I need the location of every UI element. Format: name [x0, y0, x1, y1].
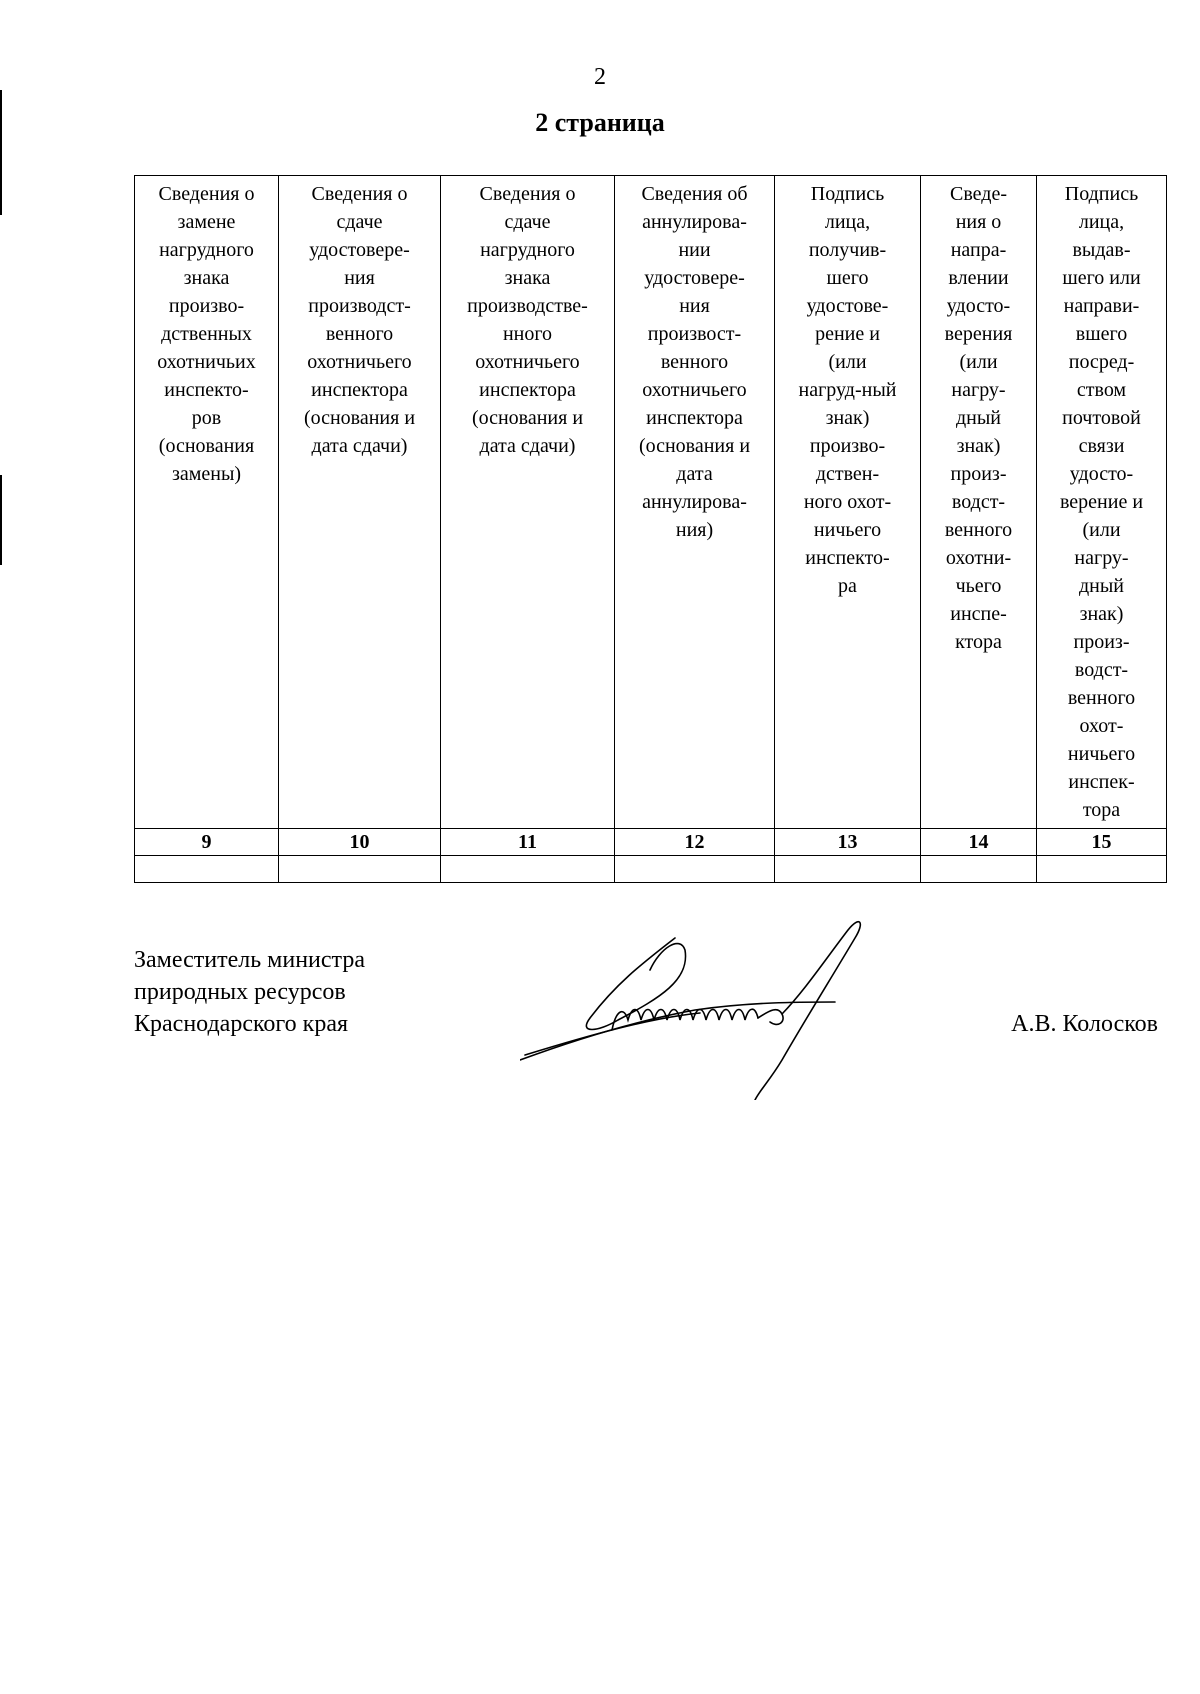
- column-header-line: связи: [1078, 435, 1125, 457]
- column-header-line: удостове-: [806, 295, 889, 317]
- column-header-line: ничьего: [813, 519, 882, 541]
- scan-edge-mark: [0, 475, 2, 565]
- column-header-line: произво-: [809, 435, 886, 457]
- empty-cell: [279, 856, 441, 883]
- empty-cell: [1037, 856, 1167, 883]
- column-header-line: производстве-: [467, 295, 588, 317]
- column-header-line: знака: [504, 267, 551, 289]
- column-header-line: знак): [1079, 603, 1124, 625]
- empty-data-row: [135, 856, 1167, 883]
- column-number: 9: [135, 829, 279, 856]
- column-header-line: охотни-: [945, 547, 1012, 569]
- column-header-line: верения: [944, 323, 1013, 345]
- column-header: [279, 176, 441, 829]
- column-header-line: произво-: [168, 295, 245, 317]
- table-header-row: [135, 176, 1167, 829]
- column-header-line: удостовере-: [309, 239, 410, 261]
- column-header-line: Сведения о: [479, 183, 576, 205]
- column-header-line: Подпись: [810, 183, 885, 205]
- column-header-line: влении: [948, 267, 1009, 289]
- empty-cell: [441, 856, 615, 883]
- column-header-line: охотничьего: [307, 351, 412, 373]
- column-header-line: (или: [1082, 519, 1121, 541]
- signatory-position-line: Заместитель министра: [134, 947, 365, 973]
- column-header-line: направи-: [1063, 295, 1140, 317]
- column-header-line: знака: [183, 267, 230, 289]
- empty-cell: [615, 856, 775, 883]
- handwritten-signature: [520, 910, 920, 1100]
- column-header-line: шего или: [1062, 267, 1141, 289]
- column-header-line: аннулирова-: [642, 211, 747, 233]
- column-header-line: ния: [344, 267, 375, 289]
- empty-cell: [921, 856, 1037, 883]
- column-header-line: произ-: [950, 463, 1007, 485]
- empty-cell: [775, 856, 921, 883]
- column-header-line: получив-: [808, 239, 887, 261]
- column-header-line: посред-: [1068, 351, 1135, 373]
- column-header-line: (или: [828, 351, 867, 373]
- column-header-line: ством: [1076, 379, 1127, 401]
- column-header-line: инспе-: [950, 603, 1007, 625]
- column-number: 15: [1037, 829, 1167, 856]
- column-header-line: инспектора: [311, 379, 408, 401]
- column-header-line: ния о: [955, 211, 1002, 233]
- column-header-line: нагрудного: [480, 239, 575, 261]
- column-header-line: чьего: [955, 575, 1002, 597]
- column-header-line: (основания: [158, 435, 255, 457]
- column-header-line: произвост-: [647, 323, 742, 345]
- column-header: [921, 176, 1037, 829]
- column-header-line: инспектора: [479, 379, 576, 401]
- column-header-line: дственных: [161, 323, 252, 345]
- column-header-line: нагру-: [951, 379, 1006, 401]
- column-header-line: дата сдачи): [479, 435, 576, 457]
- page-title: 2 страница: [535, 108, 665, 137]
- column-header-line: напра-: [950, 239, 1007, 261]
- column-header: [441, 176, 615, 829]
- column-header-line: почтовой: [1062, 407, 1141, 429]
- column-header-line: охот-: [1079, 715, 1124, 737]
- column-header-line: лица,: [1078, 211, 1125, 233]
- column-header-line: ния: [679, 295, 710, 317]
- column-header-line: дата сдачи): [311, 435, 408, 457]
- column-header-line: дный: [1078, 575, 1125, 597]
- column-header-line: верение и: [1059, 491, 1144, 513]
- column-header-line: водст-: [1074, 659, 1129, 681]
- signatory-position-line: природных ресурсов: [134, 979, 346, 1005]
- column-header: [775, 176, 921, 829]
- column-header-line: венного: [1067, 687, 1136, 709]
- column-header-line: охотничьего: [642, 379, 747, 401]
- column-header-line: Сведе-: [950, 183, 1007, 205]
- column-header-line: выдав-: [1072, 239, 1131, 261]
- column-header-line: Сведения об: [641, 183, 748, 205]
- column-header-line: сдаче: [504, 211, 551, 233]
- column-header-line: нии: [678, 239, 711, 261]
- column-header-line: рение и: [815, 323, 880, 345]
- column-header-line: сдаче: [336, 211, 383, 233]
- column-header-line: (основания и: [638, 435, 751, 457]
- column-header-line: аннулирова-: [642, 491, 747, 513]
- column-header-line: удостовере-: [644, 267, 745, 289]
- column-header-line: венного: [660, 351, 729, 373]
- column-header-line: инспектора: [646, 407, 743, 429]
- column-header-line: Сведения о: [158, 183, 255, 205]
- column-number: 14: [921, 829, 1037, 856]
- column-header-line: (или: [959, 351, 998, 373]
- column-header-line: производст-: [308, 295, 411, 317]
- column-header-line: дата: [676, 463, 713, 485]
- column-header: [1037, 176, 1167, 829]
- column-header-line: охотничьих: [157, 351, 256, 373]
- column-number-row: [135, 829, 1167, 856]
- column-header-line: тора: [1082, 799, 1121, 821]
- column-header-line: нагрудного: [159, 239, 254, 261]
- column-header-line: дный: [955, 407, 1002, 429]
- column-header-line: дствен-: [815, 463, 880, 485]
- column-header-line: ного охот-: [803, 491, 892, 513]
- column-header-line: шего: [826, 267, 869, 289]
- empty-cell: [135, 856, 279, 883]
- column-header-line: вшего: [1075, 323, 1128, 345]
- column-header-line: (основания и: [303, 407, 416, 429]
- signatory-position: [134, 944, 365, 1040]
- column-header-line: ров: [191, 407, 222, 429]
- column-header-line: венного: [325, 323, 394, 345]
- column-header-line: охотничьего: [475, 351, 580, 373]
- signatory-position-line: Краснодарского края: [134, 1011, 349, 1037]
- page-number: 2: [594, 64, 606, 90]
- column-header-line: инспекто-: [164, 379, 249, 401]
- column-header-line: ничьего: [1067, 743, 1136, 765]
- column-header-line: удосто-: [946, 295, 1011, 317]
- column-header-line: ния): [675, 519, 714, 541]
- column-header-line: ра: [838, 575, 857, 597]
- column-header-line: удосто-: [1069, 463, 1134, 485]
- column-header-line: Подпись: [1064, 183, 1139, 205]
- signatory-name: А.В. Колосков: [1011, 1011, 1158, 1037]
- column-number: 10: [279, 829, 441, 856]
- column-header-line: Сведения о: [311, 183, 408, 205]
- column-header-line: произ-: [1073, 631, 1130, 653]
- column-header-line: нагру-: [1074, 547, 1129, 569]
- column-header-line: водст-: [951, 491, 1006, 513]
- column-header-line: замены): [171, 463, 242, 485]
- column-header: [135, 176, 279, 829]
- column-header-line: ктора: [955, 631, 1002, 653]
- column-number: 13: [775, 829, 921, 856]
- column-header-line: лица,: [824, 211, 871, 233]
- column-header-line: инспек-: [1068, 771, 1135, 793]
- column-header: [615, 176, 775, 829]
- column-header-line: знак): [956, 435, 1001, 457]
- column-number: 12: [615, 829, 775, 856]
- column-number: 11: [441, 829, 615, 856]
- column-header-line: замене: [177, 211, 236, 233]
- column-header-line: инспекто-: [805, 547, 890, 569]
- register-table: [134, 175, 1167, 883]
- column-header-line: нагруд-ный: [798, 379, 897, 401]
- column-header-line: венного: [944, 519, 1013, 541]
- column-header-line: знак): [825, 407, 870, 429]
- column-header-line: (основания и: [471, 407, 584, 429]
- column-header-line: нного: [502, 323, 553, 345]
